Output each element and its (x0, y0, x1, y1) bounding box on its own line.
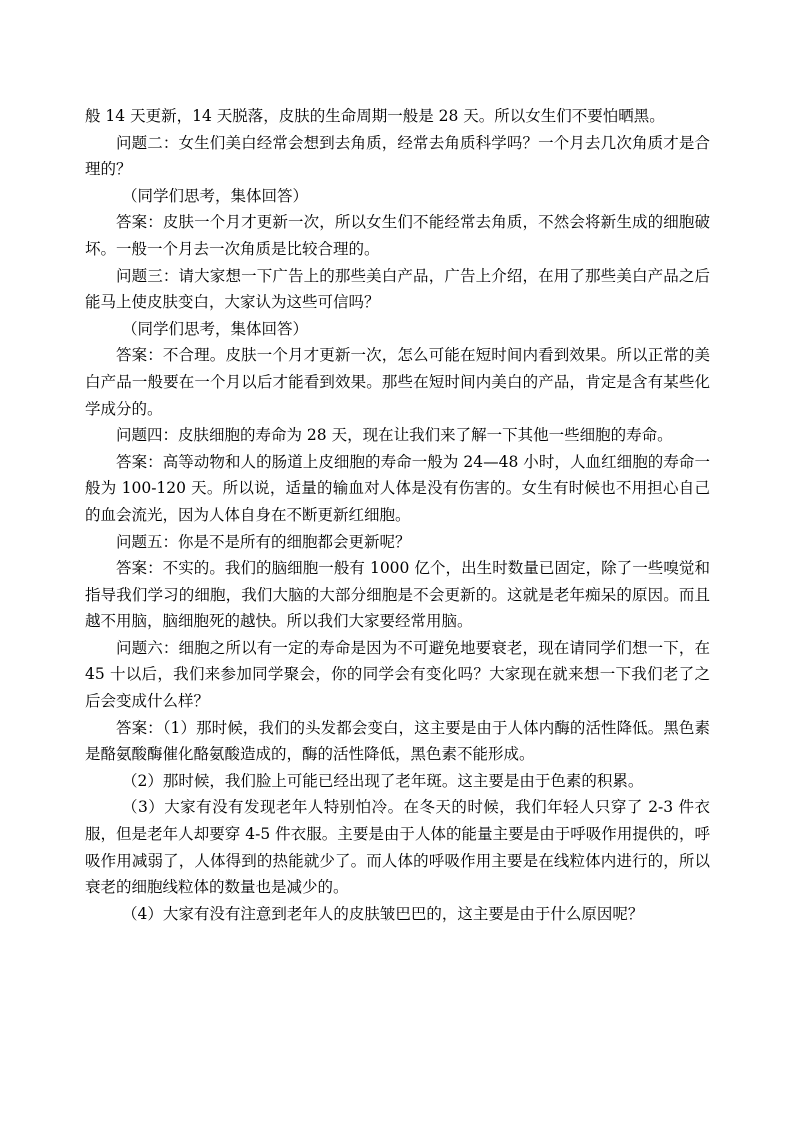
paragraph-answer: 答案：皮肤一个月才更新一次，所以女生们不能经常去角质，不然会将新生成的细胞破坏。一般一个月去一次角质是比较合理的。 (85, 213, 710, 258)
paragraph-answer: 答案：不实的。我们的脑细胞一般有 1000 亿个，出生时数量已固定，除了一些嗅觉和指导我们学习的细胞，我们大脑的大部分细胞是不会更新的。这就是老年痴呆的原因。而且越不用脑，脑细胞死的越快。所以我们大家要经常用脑。 (85, 559, 710, 631)
paragraph-answer: 答案：（1）那时候，我们的头发都会变白，这主要是由于人体内酶的活性降低。黑色素是酪氨酸酶催化酪氨酸造成的，酶的活性降低，黑色素不能形成。 (85, 718, 710, 764)
paragraph-answer: 答案：不合理。皮肤一个月才更新一次，怎么可能在短时间内看到效果。所以正常的美白产品一般要在一个月以后才能看到效果。那些在短时间内美白的产品，肯定是含有某些化学成分的。 (85, 346, 710, 418)
paragraph-question-4: 问题四：皮肤细胞的寿命为 28 天，现在让我们来了解一下其他一些细胞的寿命。 (116, 426, 673, 445)
paragraph-answer-item: （3）大家有没有发现老年人特别怕冷。在冬天的时候，我们年轻人只穿了 2-3 件衣服，但是老年人却要穿 4-5 件衣服。主要是由于人体的能量主要是由于呼吸作用提供的，呼吸作用减弱了，人体得到的热能就少了。而人体的呼吸作用主要是在线粒体内进行的，所以衰老的细胞线粒体的数量也是减少的。 (85, 798, 710, 897)
paragraph: 般 14 天更新，14 天脱落，皮肤的生命周期一般是 28 天。所以女生们不要怕晒黑。 (85, 107, 665, 125)
paragraph-answer-item: （2）那时候，我们脸上可能已经出现了老年斑。这主要是由于色素的积累。 (122, 771, 644, 790)
paragraph-question-2: 问题二：女生们美白经常会想到去角质，经常去角质科学吗？一个月去几次角质才是合理的？ (85, 133, 710, 179)
paragraph-question-3: 问题三：请大家想一下广告上的那些美白产品，广告上介绍，在用了那些美白产品之后能马上使皮肤变白，大家认为这些可信吗？ (85, 266, 710, 312)
paragraph-answer: 答案：高等动物和人的肠道上皮细胞的寿命一般为 24—48 小时，人血红细胞的寿命一般为 100-120 天。所以说，适量的输血对人体是没有伤害的。女生有时候也不用担心自己的血会流光，因为人体自身在不断更新红细胞。 (85, 452, 710, 524)
paragraph-note: （同学们思考，集体回答） (122, 186, 309, 205)
paragraph-note: （同学们思考，集体回答） (122, 319, 309, 338)
paragraph-question-5: 问题五：你是不是所有的细胞都会更新呢？ (116, 532, 411, 551)
paragraph-answer-item: （4）大家有没有注意到老年人的皮肤皱巴巴的，这主要是由于什么原因呢？ (122, 904, 644, 923)
paragraph-question-6: 问题六：细胞之所以有一定的寿命是因为不可避免地要衰老，现在请同学们想一下，在 45 十以后，我们来参加同学聚会，你的同学会有变化吗？大家现在就来想一下我们老了之后会变成什么样？ (85, 638, 710, 711)
document-body (85, 103, 710, 927)
